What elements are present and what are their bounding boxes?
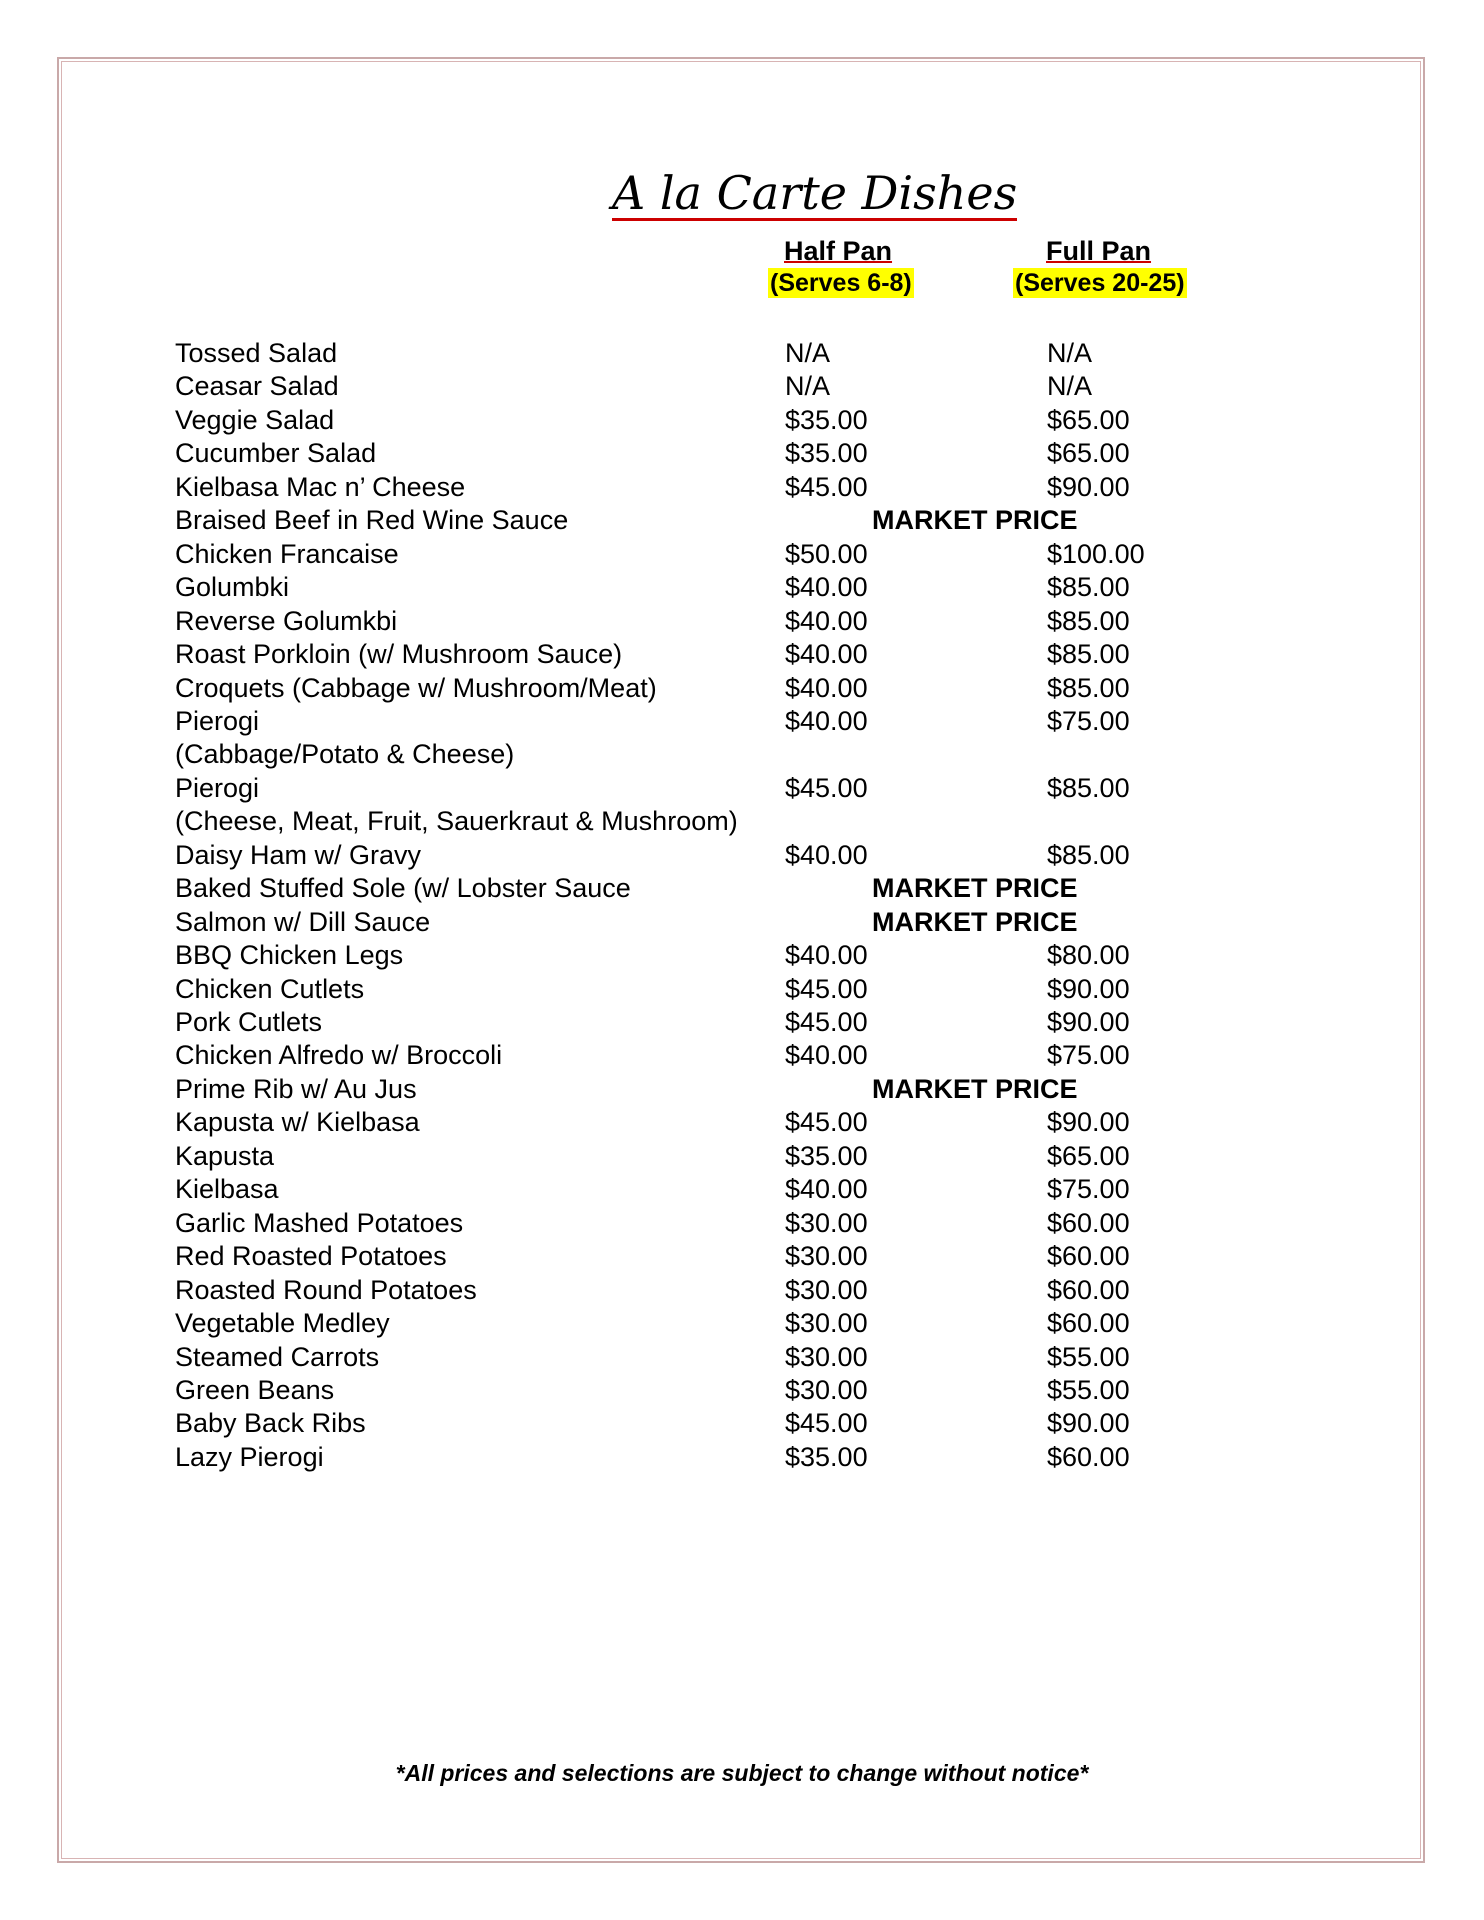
menu-item-row: [175, 571, 1295, 605]
full-pan-price: $60.00: [1047, 1241, 1130, 1272]
menu-item-row: [175, 471, 1295, 505]
market-price-label: MARKET PRICE: [872, 1073, 1078, 1104]
dish-name: Kapusta: [175, 1140, 275, 1171]
menu-item-row: [175, 437, 1295, 471]
menu-item-row: [175, 1374, 1295, 1408]
half-pan-price: $35.00: [785, 1140, 868, 1171]
menu-item-row: [175, 404, 1295, 438]
half-pan-price: $30.00: [785, 1274, 868, 1305]
full-pan-price: $65.00: [1047, 438, 1130, 469]
menu-item-row: [175, 772, 1295, 806]
menu-item-row: [175, 1407, 1295, 1441]
dish-name: Chicken Cutlets: [175, 973, 365, 1004]
half-pan-price: $40.00: [785, 1040, 868, 1071]
menu-item-row: [175, 1073, 1295, 1107]
half-pan-price: $40.00: [785, 572, 868, 603]
half-pan-price: $40.00: [785, 705, 868, 736]
dish-name: Croquets (Cabbage w/ Mushroom/Meat): [175, 672, 657, 703]
half-pan-price: $35.00: [785, 438, 868, 469]
full-pan-price: $60.00: [1047, 1207, 1130, 1238]
menu-item-row: [175, 1441, 1295, 1475]
half-pan-price: $30.00: [785, 1207, 868, 1238]
half-pan-price: $35.00: [785, 404, 868, 435]
half-pan-price: $45.00: [785, 471, 868, 502]
dish-name: Ceasar Salad: [175, 371, 339, 402]
menu-item-row: [175, 1341, 1295, 1375]
dish-name: Reverse Golumkbi: [175, 605, 398, 636]
full-pan-price: $65.00: [1047, 1140, 1130, 1171]
half-pan-price: $45.00: [785, 1107, 868, 1138]
full-pan-price: $80.00: [1047, 940, 1130, 971]
full-pan-price: $60.00: [1047, 1274, 1130, 1305]
dish-name: Pierogi: [175, 772, 260, 803]
full-pan-header: [1046, 236, 1151, 266]
full-pan-price: $90.00: [1047, 471, 1130, 502]
market-price-label: MARKET PRICE: [872, 873, 1078, 904]
full-pan-price: $85.00: [1047, 639, 1130, 670]
half-pan-price: $45.00: [785, 1408, 868, 1439]
dish-name: Braised Beef in Red Wine Sauce: [175, 505, 569, 536]
full-pan-price: $75.00: [1047, 1174, 1130, 1205]
half-pan-header: [784, 236, 892, 266]
dish-name: Cucumber Salad: [175, 438, 377, 469]
full-pan-price: $85.00: [1047, 839, 1130, 870]
menu-item-row: [175, 370, 1295, 404]
dish-name: Baked Stuffed Sole (w/ Lobster Sauce: [175, 873, 631, 904]
half-pan-label: Half Pan: [784, 236, 893, 266]
full-pan-price: $85.00: [1047, 572, 1130, 603]
full-pan-price: $75.00: [1047, 705, 1130, 736]
menu-item-row: [175, 672, 1295, 706]
menu-item-row: [175, 1106, 1295, 1140]
dish-name: Tossed Salad: [175, 338, 338, 368]
full-pan-price: $55.00: [1047, 1374, 1130, 1405]
full-pan-price: $60.00: [1047, 1441, 1130, 1472]
full-pan-price: $85.00: [1047, 672, 1130, 703]
half-pan-serves: (Serves 6-8): [770, 269, 912, 297]
menu-item-row: [175, 872, 1295, 906]
menu-item-row: [175, 839, 1295, 873]
half-pan-price: $40.00: [785, 605, 868, 636]
menu-item-row: [175, 1039, 1295, 1073]
full-pan-price: $60.00: [1047, 1308, 1130, 1339]
dish-name: Chicken Francaise: [175, 538, 399, 569]
full-pan-price: $55.00: [1047, 1341, 1130, 1372]
menu-item-row: [175, 1173, 1295, 1207]
half-pan-price: $30.00: [785, 1374, 868, 1405]
menu-item-row: [175, 337, 1295, 371]
menu-item-row: [175, 738, 1295, 772]
dish-name: Golumbki: [175, 572, 290, 603]
full-pan-price: $85.00: [1047, 772, 1130, 803]
half-pan-price: $30.00: [785, 1241, 868, 1272]
market-price-label: MARKET PRICE: [872, 505, 1078, 536]
half-pan-price: $40.00: [785, 839, 868, 870]
dish-name: Daisy Ham w/ Gravy: [175, 839, 422, 870]
half-pan-price: $40.00: [785, 672, 868, 703]
dish-name: Kielbasa Mac n’ Cheese: [175, 471, 466, 502]
full-pan-price: N/A: [1047, 338, 1093, 368]
dish-name: Kapusta w/ Kielbasa: [175, 1107, 420, 1138]
menu-item-row: [175, 1274, 1295, 1308]
dish-name: BBQ Chicken Legs: [175, 940, 404, 971]
dish-name: Green Beans: [175, 1374, 335, 1405]
dish-name: (Cheese, Meat, Fruit, Sauerkraut & Mushroom): [175, 806, 738, 837]
full-pan-price: $85.00: [1047, 605, 1130, 636]
menu-item-row: [175, 939, 1295, 973]
menu-item-row: [175, 1240, 1295, 1274]
dish-name: Veggie Salad: [175, 404, 335, 435]
full-pan-price: $90.00: [1047, 1107, 1130, 1138]
page-title: A la Carte Dishes: [612, 166, 1018, 220]
menu-item-row: [175, 504, 1295, 538]
dish-name: Chicken Alfredo w/ Broccoli: [175, 1040, 503, 1071]
disclaimer-note: *All prices and selections are subject to change without notice*: [395, 1760, 1089, 1786]
full-pan-price: $90.00: [1047, 973, 1130, 1004]
menu-item-row: [175, 705, 1295, 739]
half-pan-price: N/A: [785, 371, 831, 402]
menu-item-row: [175, 906, 1295, 940]
half-pan-price: $30.00: [785, 1308, 868, 1339]
half-pan-price: $40.00: [785, 639, 868, 670]
full-pan-price: $90.00: [1047, 1408, 1130, 1439]
dish-name: Vegetable Medley: [175, 1308, 390, 1339]
dish-name: Garlic Mashed Potatoes: [175, 1207, 464, 1238]
dish-name: (Cabbage/Potato & Cheese): [175, 739, 515, 770]
menu-item-row: [175, 1307, 1295, 1341]
half-pan-price: $45.00: [785, 772, 868, 803]
full-pan-label: Full Pan: [1046, 236, 1152, 266]
dish-name: Roast Porkloin (w/ Mushroom Sauce): [175, 639, 623, 670]
half-pan-price: $35.00: [785, 1441, 868, 1472]
menu-item-row: [175, 973, 1295, 1007]
half-pan-price: $40.00: [785, 940, 868, 971]
full-pan-price: $65.00: [1047, 404, 1130, 435]
dish-name: Pierogi: [175, 705, 260, 736]
dish-name: Baby Back Ribs: [175, 1408, 366, 1439]
market-price-label: MARKET PRICE: [872, 906, 1078, 937]
menu-item-row: [175, 638, 1295, 672]
dish-name: Pork Cutlets: [175, 1007, 323, 1037]
menu-item-row: [175, 1140, 1295, 1174]
dish-name: Kielbasa: [175, 1174, 279, 1205]
dish-name: Roasted Round Potatoes: [175, 1274, 477, 1305]
half-pan-price: $45.00: [785, 973, 868, 1004]
dish-name: Red Roasted Potatoes: [175, 1241, 447, 1272]
dish-name: Prime Rib w/ Au Jus: [175, 1073, 417, 1104]
dish-name: Steamed Carrots: [175, 1341, 380, 1372]
full-pan-serves: (Serves 20-25): [1015, 269, 1185, 297]
full-pan-price: $100.00: [1047, 538, 1145, 569]
dish-name: Lazy Pierogi: [175, 1441, 324, 1472]
half-pan-price: $30.00: [785, 1341, 868, 1372]
menu-item-row: [175, 605, 1295, 639]
full-pan-price: $90.00: [1047, 1007, 1130, 1037]
half-pan-price: $45.00: [785, 1007, 868, 1037]
menu-item-row: [175, 1006, 1295, 1040]
menu-item-row: [175, 538, 1295, 572]
half-pan-price: $40.00: [785, 1174, 868, 1205]
full-pan-price: N/A: [1047, 371, 1093, 402]
dish-name: Salmon w/ Dill Sauce: [175, 906, 431, 937]
half-pan-price: $50.00: [785, 538, 868, 569]
menu-item-row: [175, 805, 1295, 839]
menu-item-row: [175, 1207, 1295, 1241]
full-pan-price: $75.00: [1047, 1040, 1130, 1071]
half-pan-price: N/A: [785, 338, 831, 368]
